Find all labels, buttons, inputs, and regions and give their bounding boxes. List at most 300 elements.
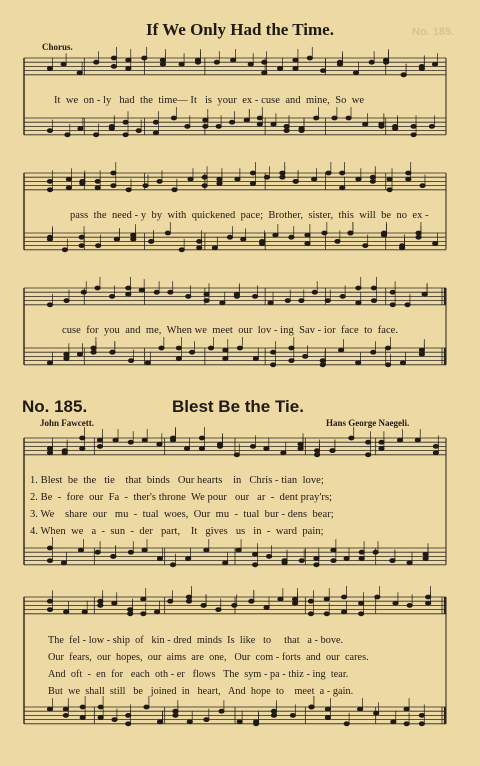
notehead [128,440,133,444]
notehead [405,303,410,307]
notehead [284,125,289,129]
notehead [197,246,202,250]
notehead [298,447,303,451]
notehead [359,612,364,616]
notehead [165,231,170,235]
notehead [271,122,276,126]
notehead [337,62,342,66]
notehead [420,184,425,188]
notehead [78,127,83,131]
notehead [65,133,70,137]
notehead [423,557,428,561]
chorus-label: Chorus. [42,42,73,52]
notehead [250,182,255,186]
notehead [356,361,361,365]
notehead [234,453,239,457]
notehead [309,705,314,709]
notehead [253,552,258,556]
notehead [271,363,276,367]
notehead [232,604,237,608]
notehead [64,610,69,614]
notehead [128,608,133,612]
notehead [186,557,191,561]
notehead [385,346,390,350]
notehead [80,447,85,451]
notehead [385,363,390,367]
notehead [142,438,147,442]
notehead [393,601,398,605]
notehead [253,357,258,361]
notehead [344,722,349,726]
notehead [131,237,136,241]
notehead [241,237,246,241]
notehead [47,180,52,184]
notehead [170,436,175,440]
notehead [176,346,181,350]
notehead [237,720,242,724]
notehead [197,240,202,244]
notehead [359,601,364,605]
notehead [375,595,380,599]
notehead [299,559,304,563]
notehead [305,242,310,246]
notehead [203,118,208,122]
notehead [126,722,131,726]
notehead [170,563,175,567]
lyric-line: pass the need - y by with quickened pace; Brother, sister, this will be no ex - [70,210,429,221]
notehead [160,58,165,62]
notehead [307,56,312,60]
notehead [126,292,131,296]
notehead [381,231,386,235]
lyric-line: It we on - ly had the time— It is your ex - cuse and mine, So we [54,95,365,106]
notehead [308,612,313,616]
notehead [157,557,162,561]
notehead [260,240,265,244]
notehead [157,180,162,184]
notehead [252,295,257,299]
notehead [173,714,178,718]
notehead [289,359,294,363]
notehead [223,348,228,352]
notehead [112,601,117,605]
notehead [404,722,409,726]
notehead [186,595,191,599]
notehead [204,548,209,552]
notehead [387,177,392,181]
notehead [407,604,412,608]
notehead [379,447,384,451]
notehead [314,116,319,120]
notehead [264,175,269,179]
notehead [64,357,69,361]
notehead [109,125,114,129]
notehead [348,231,353,235]
notehead [144,705,149,709]
notehead [433,242,438,246]
notehead [199,447,204,451]
notehead [94,60,99,64]
notehead [332,116,337,120]
verse-line: And oft - en for each oth - er flows The sym - pa - thiz - ing tear. [48,669,349,680]
verse-line: 1. Blest be the tie that binds Our hearts in Chris - tian love; [30,475,324,486]
verse-line: But we shall still be joined in heart, And hope to meet a - gain. [48,686,354,697]
notehead [204,292,209,296]
notehead [179,248,184,252]
notehead [280,175,285,179]
notehead [66,177,71,181]
notehead [321,69,326,73]
notehead [61,561,66,565]
notehead [298,442,303,446]
notehead [237,346,242,350]
notehead [91,350,96,354]
notehead [324,612,329,616]
notehead [419,722,424,726]
notehead [153,131,158,135]
notehead [379,440,384,444]
notehead [153,120,158,124]
notehead [110,350,115,354]
notehead [390,303,395,307]
notehead [128,550,133,554]
notehead [91,346,96,350]
notehead [293,58,298,62]
notehead [47,608,52,612]
notehead [234,295,239,299]
faded-page-number: No. 185. [412,26,455,38]
notehead [322,231,327,235]
notehead [179,62,184,66]
notehead [419,714,424,718]
notehead [411,133,416,137]
notehead [406,177,411,181]
notehead [80,705,85,709]
notehead [126,67,131,71]
notehead [80,716,85,720]
notehead [373,550,378,554]
notehead [62,451,67,455]
notehead [271,714,276,718]
notehead [366,440,371,444]
notehead [401,73,406,77]
notehead [407,561,412,565]
lyricist: John Fawcett. [40,418,94,428]
notehead [384,60,389,64]
notehead [199,436,204,440]
notehead [142,548,147,552]
notehead [173,709,178,713]
notehead [47,451,52,455]
notehead [387,188,392,192]
hymn-number: No. 185. [22,397,88,416]
notehead [324,597,329,601]
notehead [371,299,376,303]
notehead [214,60,219,64]
notehead [227,235,232,239]
notehead [267,555,272,559]
notehead [204,299,209,303]
notehead [249,599,254,603]
notehead [236,548,241,552]
notehead [285,299,290,303]
notehead [335,240,340,244]
notehead [356,177,361,181]
notehead [359,557,364,561]
notehead [64,352,69,356]
notehead [176,357,181,361]
notehead [95,286,100,290]
lyric-line: cuse for you and me, When we meet our lov - ing Sav - ior face to face. [62,325,399,336]
verse-line: 2. Be - fore our Fa - ther's throne We pour our ar - dent pray'rs; [30,492,333,503]
notehead [422,292,427,296]
notehead [141,612,146,616]
notehead [325,707,330,711]
notehead [77,71,82,75]
notehead [325,299,330,303]
notehead [278,597,283,601]
notehead [262,60,267,64]
notehead [331,559,336,563]
notehead [114,237,119,241]
notehead [94,133,99,137]
notehead [168,599,173,603]
notehead [281,451,286,455]
notehead [189,350,194,354]
notehead [111,56,116,60]
notehead [217,182,222,186]
notehead [109,295,114,299]
notehead [330,449,335,453]
notehead [77,352,82,356]
notehead [98,604,103,608]
notehead [98,716,103,720]
notehead [113,438,118,442]
notehead [390,290,395,294]
notehead [82,610,87,614]
notehead [220,301,225,305]
notehead [168,290,173,294]
notehead [293,180,298,184]
notehead [217,177,222,181]
notehead [371,286,376,290]
notehead [231,58,236,62]
notehead [187,720,192,724]
notehead [433,445,438,449]
notehead [97,438,102,442]
notehead [80,436,85,440]
notehead [341,595,346,599]
notehead [172,188,177,192]
notehead [426,595,431,599]
notehead [305,233,310,237]
notehead [143,184,148,188]
notehead [349,436,354,440]
notehead [250,171,255,175]
notehead [312,177,317,181]
notehead [141,597,146,601]
notehead [149,240,154,244]
notehead [47,599,52,603]
notehead [371,350,376,354]
notehead [160,62,165,66]
notehead [47,129,52,133]
notehead [47,188,52,192]
notehead [299,299,304,303]
notehead [139,288,144,292]
notehead [277,67,282,71]
notehead [185,125,190,129]
notehead [289,235,294,239]
notehead [400,361,405,365]
notehead [47,303,52,307]
notehead [292,601,297,605]
verse-line: The fel - low - ship of kin - dred minds Is like to that a - bove. [48,635,344,646]
notehead [186,295,191,299]
notehead [61,62,66,66]
notehead [326,171,331,175]
notehead [216,608,221,612]
notehead [416,235,421,239]
notehead [250,445,255,449]
notehead [145,361,150,365]
notehead [217,445,222,449]
notehead [188,177,193,181]
notehead [128,612,133,616]
notehead [111,171,116,175]
notehead [98,705,103,709]
notehead [186,599,191,603]
notehead [271,709,276,713]
notehead [244,118,249,122]
notehead [111,184,116,188]
notehead [223,561,228,565]
notehead [123,133,128,137]
notehead [254,722,259,726]
notehead [312,290,317,294]
notehead [97,445,102,449]
notehead [411,125,416,129]
notehead [95,180,100,184]
notehead [229,120,234,124]
notehead [235,177,240,181]
notehead [63,707,68,711]
notehead [253,563,258,567]
notehead [63,714,68,718]
notehead [154,290,159,294]
notehead [203,125,208,129]
notehead [264,606,269,610]
notehead [340,186,345,190]
notehead [314,557,319,561]
notehead [248,62,253,66]
notehead [126,58,131,62]
notehead [356,301,361,305]
notehead [363,122,368,126]
notehead [66,186,71,190]
notehead [126,188,131,192]
notehead [216,125,221,129]
notehead [433,451,438,455]
notehead [404,707,409,711]
notehead [426,601,431,605]
notehead [325,716,330,720]
notehead [126,286,131,290]
notehead [366,453,371,457]
notehead [201,604,206,608]
notehead [320,363,325,367]
notehead [202,184,207,188]
hymn-title: Blest Be the Tie. [172,397,304,416]
notehead [171,116,176,120]
notehead [363,244,368,248]
notehead [81,290,86,294]
notehead [416,231,421,235]
notehead [390,559,395,563]
verse-line: Our fears, our hopes, our aims are one, Our com - forts and our cares. [48,652,369,663]
notehead [62,248,67,252]
notehead [47,447,52,451]
notehead [262,71,267,75]
notehead [128,359,133,363]
notehead [47,559,52,563]
notehead [159,346,164,350]
notehead [212,246,217,250]
notehead [126,714,131,718]
notehead [204,718,209,722]
notehead [423,552,428,556]
notehead [359,550,364,554]
notehead [208,346,213,350]
notehead [308,599,313,603]
notehead [47,707,52,711]
notehead [96,244,101,248]
notehead [331,548,336,552]
notehead [358,707,363,711]
notehead [111,555,116,559]
notehead [79,244,84,248]
composer: Hans George Naegeli. [326,418,410,428]
notehead [419,348,424,352]
notehead [47,67,52,71]
notehead [289,346,294,350]
notehead [400,244,405,248]
notehead [195,58,200,62]
notehead [257,116,262,120]
song-title: If We Only Had the Time. [146,20,334,39]
notehead [223,357,228,361]
notehead [320,359,325,363]
notehead [202,175,207,179]
notehead [391,720,396,724]
notehead [341,610,346,614]
notehead [314,453,319,457]
notehead [340,171,345,175]
notehead [112,718,117,722]
notehead [284,129,289,133]
notehead [95,550,100,554]
notehead [98,599,103,603]
notehead [299,127,304,131]
notehead [339,348,344,352]
verse-line: 4. When we a - sun - der part, It gives us in - ward pain; [30,526,324,537]
notehead [136,129,141,133]
notehead [95,186,100,190]
notehead [419,65,424,69]
notehead [219,709,224,713]
notehead [314,563,319,567]
notehead [303,355,308,359]
